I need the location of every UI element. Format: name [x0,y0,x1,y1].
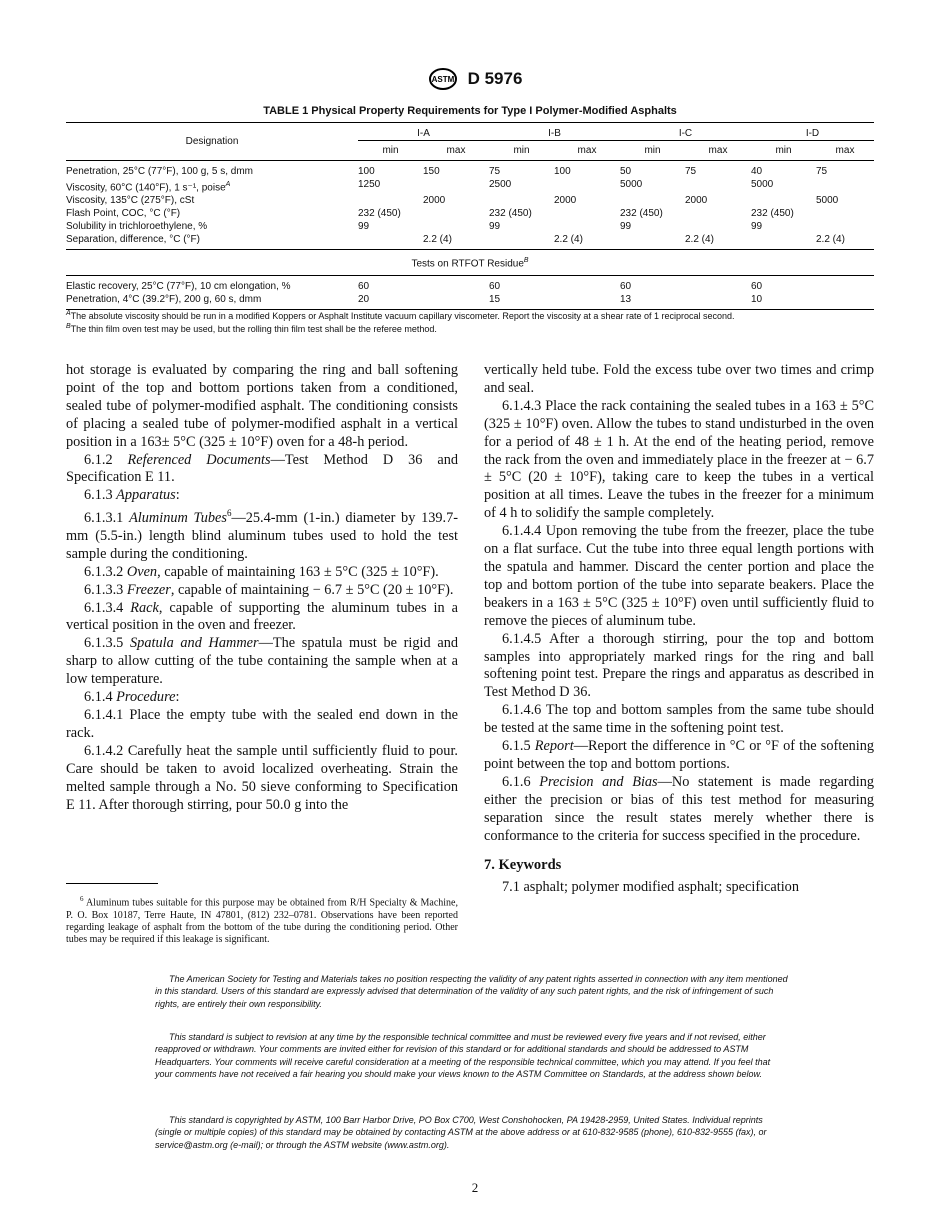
row-label: Elastic recovery, 25°C (77°F), 10 cm elongation, % [66,280,291,292]
value-cell: 232 (450) [489,208,532,220]
paragraph: 6.1.3.3 Freezer, capable of maintaining − 6.7 ± 5°C (20 ± 10°F). [84,581,454,598]
value-cell [554,220,620,233]
value-cell [489,233,554,250]
value-cell [816,178,874,194]
value-cell: 20 [358,293,370,305]
min-header: min [644,145,661,156]
value-cell [554,178,620,194]
keywords-paragraph: 7.1 asphalt; polymer modified asphalt; specification [502,879,799,896]
value-cell [423,220,489,233]
value-cell: 100 [554,166,571,177]
paragraph: 6.1.2 Referenced Documents—Test Method D 36 and Specification E 11. [66,451,458,486]
value-cell: 2500 [489,179,512,190]
property-table [66,122,874,310]
table-row [66,233,874,250]
notice-revision: This standard is subject to revision at any time by the responsible technical committee and must be reviewed every five years and if not revised, either reapproved or withdrawn. Your comments are invited either for revision of this standard or for additional standards and should be addressed to ASTM Headquarters. Your comments will receive careful consideration at a meeting of the responsible technical committee, which you may attend. If you feel that your comments have not received a fair hearing you should make your views known to the ASTM Committee on Standards, at the address shown below. [155,1032,771,1079]
value-cell [554,207,620,220]
paragraph: 6.1.4.6 The top and bottom samples from the same tube should be tested at the same time in the softening point test. [484,702,874,737]
value-cell [620,194,685,207]
paragraph: 6.1.3.1 Aluminum Tubes$^6$—25.4-mm (1-in.) diameter by 139.7-mm (5.5-in.) length blind aluminum tubes used to hold the test sample during the conditioning. [66,508,459,562]
paragraph: 6.1.3.2 Oven, capable of maintaining 163 ± 5°C (325 ± 10°F). [84,563,439,580]
max-header: max [577,145,597,156]
group-header: I-B [489,123,620,141]
value-cell: 60 [620,280,632,292]
paragraph: 6.1.3.5 Spatula and Hammer—The spatula must be rigid and sharp to allow cutting of the tube containing the sample when at a low temperature. [66,635,458,688]
section-heading-keywords: 7. Keywords [484,857,562,874]
page-header [0,68,950,90]
value-cell: 75 [685,166,697,177]
value-cell: 232 (450) [751,208,794,220]
value-cell: 150 [423,166,440,177]
value-cell: 60 [751,280,763,292]
value-cell: 2000 [423,195,446,207]
footnote-6: $^6$ Aluminum tubes suitable for this purpose may be obtained from R/H Specialty & Machine, P. O. Box 10187, Terre Haute, IN 47801, (812) 232–0781. Observations have been reported regarding leakage of asphalt from the bottom of the tube during the conditioning period. Other tubes may be required if this leakage is significant. [66,895,458,946]
value-cell: 2000 [554,195,577,207]
min-header: min [775,145,792,156]
value-cell: 50 [620,166,632,177]
value-cell [685,220,751,233]
doc-number: D 5976 [467,69,523,88]
paragraph: 6.1.4.3 Place the rack containing the sealed tubes in a 163 ± 5°C (325 ± 10°F) oven. Allow the tubes to stand undisturbed in the oven for a period of 48 ± 1 h. At the end of the heating period, remove the rack from the oven and immediately place in the freezer at − 6.7 ± 5°C (20 ± 10°F), taking care to keep the tubes in a vertical position at all times. Leave the tubes in the freezer for a minimum of 4 h to solidify the sample completely. [484,397,874,522]
value-cell: 40 [751,166,763,177]
value-cell: 99 [751,221,763,233]
value-cell: 2.2 (4) [554,234,583,246]
paragraph: vertically held tube. Fold the excess tube over two times and crimp and seal. [484,362,874,396]
value-cell: 5000 [751,179,774,190]
footnote-rule [66,883,158,884]
table-caption: TABLE 1 Physical Property Requirements for Type I Polymer-Modified Asphalts [263,105,677,117]
row-label: Penetration, 4°C (39.2°F), 200 g, 60 s, dmm [66,293,262,305]
svg-text:ASTM: ASTM [431,75,454,84]
paragraph: 6.1.4 Procedure: [84,689,180,706]
row-label: Separation, difference, °C (°F) [66,234,200,246]
value-cell [489,194,554,207]
value-cell: 2000 [685,195,708,207]
paragraph: 6.1.3 Apparatus: [84,487,180,504]
value-cell [423,207,489,220]
min-header: min [382,145,399,156]
paragraph: 6.1.4.4 Upon removing the tube from the freezer, place the tube on a flat surface. Cut the tube into three equal length portions with the spatula and hammer. Discard the center portion and place the top and bottom portion of the tube into separate beakers. Place the beakers in a 163 ± 5°C (325 ± 10°F) oven until sufficiently fluid to remove the pieces of aluminum tube. [484,523,874,629]
value-cell: 60 [489,280,501,292]
value-cell: 99 [489,221,501,233]
paragraph: 6.1.3.4 Rack, capable of supporting the aluminum tubes in a vertical position in the oven and freezer. [66,599,458,634]
value-cell [358,194,423,207]
value-cell: 232 (450) [358,208,401,220]
value-cell [423,275,489,293]
designation-header: Designation [66,123,358,161]
table-footnote: $^B$The thin film oven test may be used, but the rolling thin film test shall be the referee method. [66,323,437,334]
page-number: 2 [471,1180,479,1195]
value-cell: 1250 [358,179,381,190]
left-column [66,362,458,814]
value-cell: 75 [816,166,828,177]
table-row [66,178,874,194]
table-row [66,207,874,220]
value-cell [685,275,751,293]
group-header: I-C [620,123,751,141]
row-label: Solubility in trichloroethylene, % [66,221,208,233]
value-cell: 2.2 (4) [816,234,845,246]
value-cell: 75 [489,166,501,177]
value-cell: 232 (450) [620,208,663,220]
value-cell [554,275,620,293]
value-cell: 5000 [816,195,839,207]
row-label: Flash Point, COC, °C (°F) [66,208,181,220]
value-cell: 60 [358,280,370,292]
value-cell: 2.2 (4) [685,234,714,246]
astm-logo-icon [428,68,458,90]
paragraph: hot storage is evaluated by comparing the ring and ball softening point of the top and bottom portions taken from a conditioned, sealed tube of polymer-modified asphalt. The conditioning consists of placing a sealed tube of polymer-modified asphalt in a vertical position in a 163± 5°C (325 ± 10°F) oven for a 48-h period. [66,362,458,450]
table-row [66,194,874,207]
value-cell [685,178,751,194]
row-label: Viscosity, 60°C (140°F), 1 s⁻¹, poise$^A$ [66,181,231,194]
value-cell [620,233,685,250]
value-cell [358,233,423,250]
row-label: Penetration, 25°C (77°F), 100 g, 5 s, dmm [66,166,253,177]
notice-copyright: This standard is copyrighted by ASTM, 100 Barr Harbor Drive, PO Box C700, West Conshohocken, PA 19428-2959, United States. Individual reprints (single or multiple copies) of this standard may be obtained by contacting ASTM at the above address or at 610-832-9585 (phone), 610-832-9555 (fax), or service@astm.org (e-mail); or through the ASTM website (www.astm.org). [155,1115,767,1150]
value-cell: 100 [358,166,375,177]
notice-patent: The American Society for Testing and Materials takes no position respecting the validity of any patent rights asserted in connection with any item mentioned in this standard. Users of this standard are expressly advised that determination of the validity of any such patent rights, and the risk of infringement of such rights, are entirely their own responsibility. [155,974,788,1009]
value-cell: 99 [358,221,370,233]
table-row [66,275,874,293]
paragraph: 6.1.5 Report—Report the difference in °C or °F of the softening point between the top and bottom portions. [484,738,875,772]
paragraph: 6.1.4.2 Carefully heat the sample until sufficiently fluid to pour. Care should be taken to avoid localized overheating. Strain the melted sample through a No. 50 sieve conforming to Specification E 11. After thorough stirring, pour 50.0 g into the [66,742,458,813]
max-header: max [835,145,855,156]
row-label: Viscosity, 135°C (275°F), cSt [66,195,195,207]
max-header: max [708,145,728,156]
value-cell: 5000 [620,179,643,190]
min-header: min [513,145,530,156]
value-cell [816,220,874,233]
value-cell [816,275,874,293]
max-header: max [446,145,466,156]
rtfot-header: Tests on RTFOT Residue$^B$ [411,257,529,270]
group-header: I-A [358,123,489,141]
value-cell: 2.2 (4) [423,234,452,246]
value-cell: 10 [751,293,763,305]
right-column [484,362,874,897]
value-cell: 15 [489,293,501,305]
value-cell [816,207,874,220]
group-header: I-D [751,123,874,141]
value-cell [751,233,816,250]
paragraph: 6.1.4.5 After a thorough stirring, pour the top and bottom samples into appropriately marked rings for the ring and ball softening point test. Prepare the rings and apparatus as described in Test Method D 36. [484,630,874,701]
paragraph: 6.1.4.1 Place the empty tube with the sealed end down in the rack. [66,706,458,741]
paragraph: 6.1.6 Precision and Bias—No statement is made regarding either the precision or bias of this test method for measuring separation since the result states merely whether there is conformance to the criteria for success specified in the procedure. [484,773,874,844]
value-cell: 13 [620,293,632,305]
table-footnote: $^A$The absolute viscosity should be run in a modified Koppers or Asphalt Institute vacuum capillary viscometer. Report the viscosity at a shear rate of 1 reciprocal second. [66,310,735,321]
table-row [66,161,874,179]
value-cell [685,207,751,220]
value-cell [751,194,816,207]
value-cell [423,178,489,194]
table-row [66,220,874,233]
value-cell: 99 [620,221,632,233]
